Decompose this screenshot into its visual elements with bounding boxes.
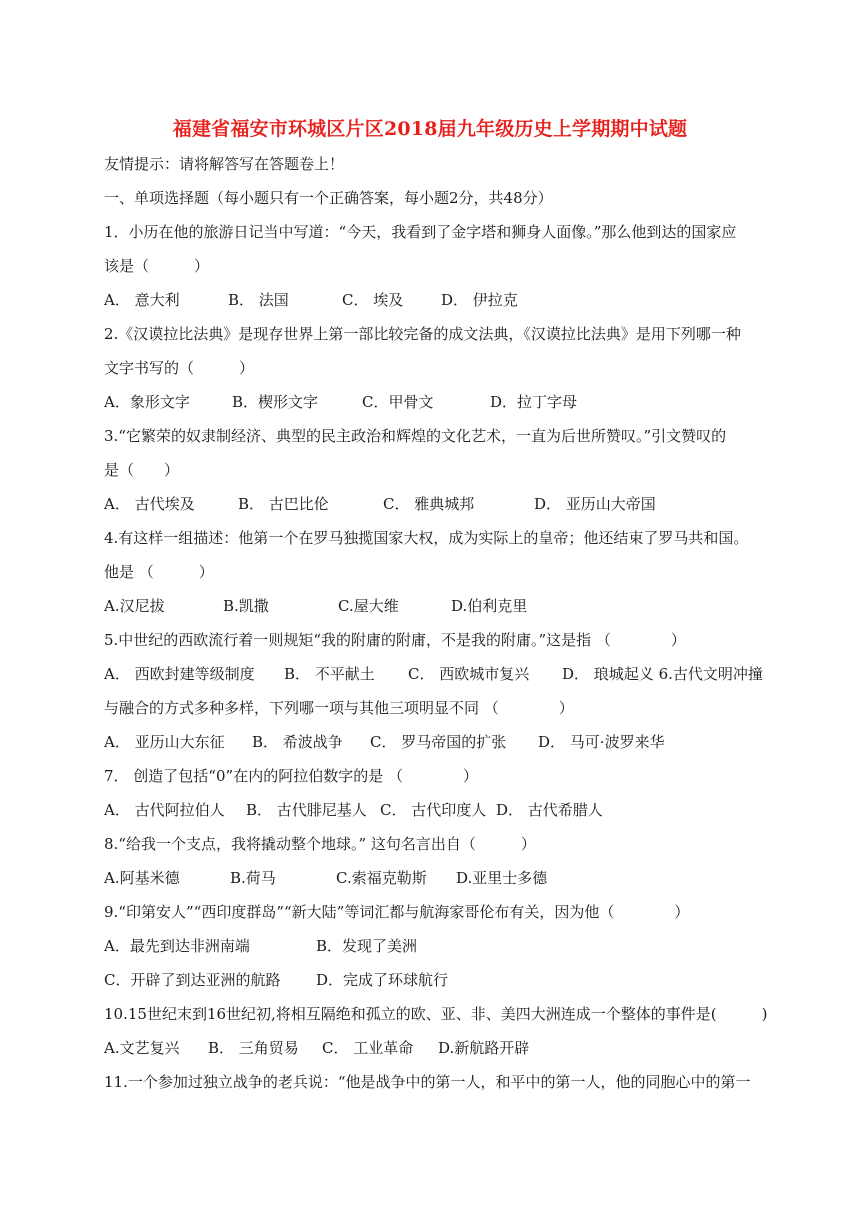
option-b: B． 希波战争 xyxy=(252,733,343,751)
option-b: B．发现了美洲 xyxy=(316,937,418,955)
option-b: B.凯撒 xyxy=(223,597,269,615)
question-3-line-1: 3.“它繁荣的奴隶制经济、典型的民主政治和辉煌的文化艺术，一直为后世所赞叹。”引文赞叹的 xyxy=(104,427,727,445)
option-b: B． 古代腓尼基人 xyxy=(246,801,367,819)
question-7-line-1: 7． 创造了包括“0”在内的阿拉伯数字的是 （ ） xyxy=(104,767,478,785)
option-d: D.伯利克里 xyxy=(451,597,528,615)
option-d: D． 伊拉克 xyxy=(441,291,518,309)
option-c: C．甲骨文 xyxy=(362,393,434,411)
option-a: A.汉尼拔 xyxy=(104,597,165,615)
option-a: A． 古代埃及 xyxy=(104,495,195,513)
option-b: B． 法国 xyxy=(228,291,289,309)
option-a: A． 西欧封建等级制度 xyxy=(104,665,255,683)
section-heading: 一、单项选择题（每小题只有一个正确答案，每小题2分，共48分） xyxy=(104,189,553,207)
option-d: D．拉丁字母 xyxy=(490,393,578,411)
option-c: C． 西欧城市复兴 xyxy=(408,665,530,683)
question-9-line-1: 9.“印第安人”“西印度群岛”“新大陆”等词汇都与航海家哥伦布有关，因为他（ ） xyxy=(104,903,690,921)
option-a: A.文艺复兴 xyxy=(104,1039,180,1057)
question-5-line-1: 5.中世纪的西欧流行着一则规矩“我的附庸的附庸，不是我的附庸。”这是指 （ ） xyxy=(104,631,686,649)
option-a: A．最先到达非洲南端 xyxy=(104,937,250,955)
option-c: C.索福克勒斯 xyxy=(336,869,427,887)
option-d: D． 琅城起义 6.古代文明冲撞 xyxy=(562,665,763,683)
option-c: C． 雅典城邦 xyxy=(383,495,475,513)
question-2-line-1: 2.《汉谟拉比法典》是现存世界上第一部比较完备的成文法典，《汉谟拉比法典》是用下列哪一种 xyxy=(104,325,741,343)
question-1-line-1: 1．小历在他的旅游日记当中写道：“今天，我看到了金字塔和狮身人面像。”那么他到达的国家应 xyxy=(104,223,737,241)
option-a: A． 亚历山大东征 xyxy=(104,733,225,751)
option-c: C． 罗马帝国的扩张 xyxy=(370,733,507,751)
option-a: A． 古代阿拉伯人 xyxy=(104,801,225,819)
question-3-line-2: 是（ ） xyxy=(104,461,180,479)
option-c: C.屋大维 xyxy=(338,597,399,615)
option-a: A．象形文字 xyxy=(104,393,190,411)
option-b: B．楔形文字 xyxy=(232,393,319,411)
tip-text: 友情提示：请将解答写在答题卷上！ xyxy=(104,155,345,173)
option-b: B． 不平献土 xyxy=(284,665,375,683)
option-d: D.新航路开辟 xyxy=(438,1039,530,1057)
option-d: D． 古代希腊人 xyxy=(496,801,603,819)
question-4-line-1: 4.有这样一组描述：他第一个在罗马独揽国家大权，成为实际上的皇帝；他还结束了罗马共和国。 xyxy=(104,529,749,547)
question-11-line-1: 11.一个参加过独立战争的老兵说：“他是战争中的第一人，和平中的第一人，他的同胞心中的第一 xyxy=(104,1073,751,1091)
option-d: D．完成了环球航行 xyxy=(316,971,449,989)
question-6-line-2: 与融合的方式多种多样，下列哪一项与其他三项明显不同 （ ） xyxy=(104,699,574,717)
question-2-line-2: 文字书写的（ ） xyxy=(104,359,255,377)
option-c: C． 古代印度人 xyxy=(380,801,487,819)
option-b: B． 三角贸易 xyxy=(208,1039,299,1057)
option-a: A.阿基米德 xyxy=(104,869,180,887)
question-4-line-2: 他是 （ ） xyxy=(104,563,214,581)
question-10-line-1: 10.15世纪末到16世纪初,将相互隔绝和孤立的欧、亚、非、美四大洲连成一个整体的事件是( ) xyxy=(104,1005,768,1023)
option-a: A． 意大利 xyxy=(104,291,180,309)
option-d: D． 马可·波罗来华 xyxy=(538,733,665,751)
option-b: B.荷马 xyxy=(230,869,276,887)
option-c: C． 埃及 xyxy=(342,291,404,309)
option-b: B． 古巴比伦 xyxy=(238,495,329,513)
option-d: D.亚里士多德 xyxy=(456,869,548,887)
question-1-line-2: 该是（ ） xyxy=(104,257,210,275)
option-c: C． 工业革命 xyxy=(322,1039,414,1057)
option-c: C．开辟了到达亚洲的航路 xyxy=(104,971,281,989)
question-8-line-1: 8.“给我一个支点，我将撬动整个地球。” 这句名言出自（ ） xyxy=(104,835,536,853)
option-d: D． 亚历山大帝国 xyxy=(534,495,656,513)
exam-title: 福建省福安市环城区片区2018届九年级历史上学期期中试题 xyxy=(172,118,688,140)
